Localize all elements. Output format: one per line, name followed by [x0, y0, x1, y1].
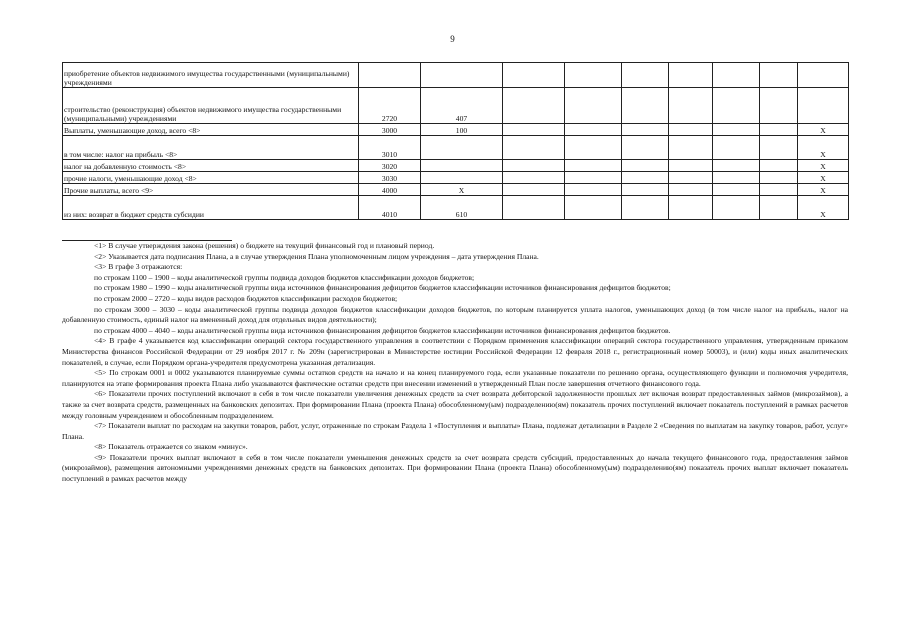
row-last: X — [798, 160, 849, 172]
footnote: <6> Показатели прочих поступлений включают в себя в том числе показатели увеличения денежных средств за счет возврата дебиторской задолженности прошлых лет включая возврат предоставленных займов (микрозаймов), а также за счет возврата средств, размещенных на банковских депозитах. При формировании Плана (проекта Плана) обособленному(ым) подразделению(ям) показатель прочих поступлений включает показатель поступлений в рамках расчетов между головным учреждением и обособленным подразделением. — [62, 389, 848, 420]
footnote: <9> Показатели прочих выплат включают в себя в том числе показатели уменьшения денежных средств за счет возврата средств субсидий, предоставленных до начала текущего финансового года, предоставления займов (микрозаймов), размещения автономными учреждениями денежных средств на банковских депозитах. При формировании Плана (проекта Плана) обособленному(ым) подразделению(ям) показатель прочих выплат включает показатель поступлений в рамках расчетов между — [62, 452, 848, 484]
footnote: по строкам 1980 – 1990 – коды аналитической группы вида источников финансирования дефицитов бюджетов классификации источников финансирования дефицитов бюджетов; — [94, 283, 671, 293]
row-name: Прочие выплаты, всего <9> — [63, 184, 359, 196]
row-code — [359, 63, 421, 88]
table-row — [63, 160, 849, 172]
row-code: 3000 — [359, 124, 421, 136]
row-name: налог на добавленную стоимость <8> — [63, 160, 359, 172]
table-row — [63, 196, 849, 220]
row-name: строительство (реконструкция) объектов недвижимого имущества государственными (муниципальными) учреждениями — [63, 88, 359, 124]
row-kosgu — [421, 160, 503, 172]
footnote: по строкам 4000 – 4040 – коды аналитической группы вида источников финансирования дефицитов бюджетов классификации источников финансирования дефицитов бюджетов. — [94, 325, 671, 335]
row-kosgu — [421, 172, 503, 184]
table-row — [63, 124, 849, 136]
footnote: <2> Указывается дата подписания Плана, а в случае утверждения Плана уполномоченным лицом учреждения – дата утверждения Плана. — [94, 251, 539, 261]
footnote: по строкам 2000 – 2720 – коды видов расходов бюджетов классификации расходов бюджетов; — [94, 293, 398, 303]
table-row — [63, 184, 849, 196]
row-name: Выплаты, уменьшающие доход, всего <8> — [63, 124, 359, 136]
footnote: <3> В графе 3 отражаются: — [94, 262, 183, 272]
row-name: прочие налоги, уменьшающие доход <8> — [63, 172, 359, 184]
row-last: X — [798, 184, 849, 196]
row-kosgu: 610 — [421, 196, 503, 220]
row-last: X — [798, 196, 849, 220]
row-last: X — [798, 124, 849, 136]
row-kosgu — [421, 136, 503, 160]
table-row — [63, 63, 849, 88]
row-kosgu — [421, 63, 503, 88]
row-kosgu: X — [421, 184, 503, 196]
row-name: в том числе: налог на прибыль <8> — [63, 136, 359, 160]
table-row — [63, 172, 849, 184]
row-code: 2720 — [359, 88, 421, 124]
row-code: 4000 — [359, 184, 421, 196]
footnotes — [62, 241, 848, 485]
row-name: приобретение объектов недвижимого имущества государственными (муниципальными) учреждениями — [63, 63, 359, 88]
row-code: 4010 — [359, 196, 421, 220]
footnote: <8> Показатель отражается со знаком «минус». — [94, 442, 248, 452]
row-kosgu: 407 — [421, 88, 503, 124]
footnote: <7> Показатели выплат по расходам на закупки товаров, работ, услуг, отраженные по строкам Раздела 1 «Поступления и выплаты» Плана, подлежат детализации в Разделе 2 «Сведения по выплатам на закупку товаров, работ, услуг» Плана. — [62, 421, 848, 441]
row-code: 3010 — [359, 136, 421, 160]
row-code: 3020 — [359, 160, 421, 172]
footnote: по строкам 1100 – 1900 – коды аналитической группы подвида доходов бюджетов классификации доходов бюджетов; — [94, 272, 475, 282]
page-number: 9 — [450, 34, 455, 44]
footnote: по строкам 3000 – 3030 – коды аналитической группы подвида доходов бюджетов классификации доходов бюджетов, по которым планируется уплата налогов, уменьшающих доход (в том числе налог на прибыль, налог на добавленную стоимость, единый налог на вмененный доход для отдельных видов деятельности); — [62, 304, 848, 325]
footnote: <1> В случае утверждения закона (решения) о бюджете на текущий финансовый год и плановый период. — [94, 241, 435, 250]
row-last — [798, 88, 849, 124]
row-kosgu: 100 — [421, 124, 503, 136]
row-last: X — [798, 136, 849, 160]
budget-table — [62, 62, 849, 220]
row-last — [798, 63, 849, 88]
row-name: из них: возврат в бюджет средств субсидии — [63, 196, 359, 220]
table-row — [63, 136, 849, 160]
table-row — [63, 88, 849, 124]
row-code: 3030 — [359, 172, 421, 184]
footnote: <4> В графе 4 указывается код классификации операций сектора государственного управления в соответствии с Порядком применения классификации операций сектора государственного управления, утвержденным приказом Министерства финансов Российской Федерации от 29 ноября 2017 г. № 209н (зарегистрирован в Министерстве юстиции Российской Федерации 12 февраля 2018 г., регистрационный номер 50003), и (или) коды иных аналитических показателей, в случае, если Порядком органа-учредителя предусмотрена указанная детализация. — [62, 336, 848, 367]
footnote: <5> По строкам 0001 и 0002 указываются планируемые суммы остатков средств на начало и на конец планируемого года, если указанные показатели по решению органа, осуществляющего функции и полномочия учредителя, планируются на этапе формирования проекта Плана либо указываются фактические остатки средств при внесении изменений в утвержденный План после завершения отчетного финансового года. — [62, 368, 848, 388]
row-last: X — [798, 172, 849, 184]
